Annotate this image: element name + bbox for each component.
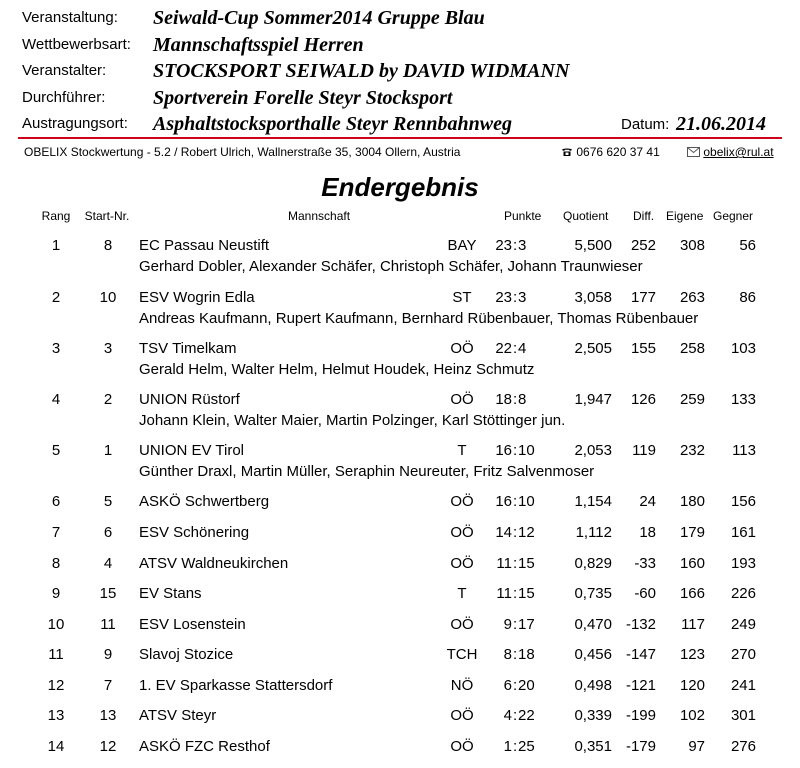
punkte-minus: 10	[518, 442, 535, 459]
quotient-cell: 1,947	[574, 391, 612, 408]
punkte-minus: 20	[518, 677, 535, 694]
punkte-plus: 22	[495, 340, 512, 357]
start-nr-cell: 10	[99, 289, 117, 306]
punkte-separator: :	[513, 340, 518, 357]
gegner-cell: 270	[730, 646, 756, 663]
gegner-cell: 56	[739, 237, 756, 254]
email-info	[687, 143, 774, 161]
punkte-plus: 23	[495, 289, 512, 306]
header-label: Veranstaltung:	[22, 9, 118, 26]
punkte-plus: 16	[495, 493, 512, 510]
start-nr-cell: 2	[103, 391, 113, 408]
diff-cell: -199	[625, 707, 656, 724]
quotient-cell: 0,351	[574, 738, 612, 755]
gegner-cell: 161	[730, 524, 756, 541]
punkte-minus: 25	[518, 738, 535, 755]
country-code: BAY	[447, 237, 477, 254]
rang-cell: 7	[51, 524, 61, 541]
page-title: Endergebnis	[321, 172, 479, 202]
col-rang: Rang	[41, 209, 71, 223]
quotient-cell: 5,500	[574, 237, 612, 254]
team-name: ASKÖ Schwertberg	[139, 493, 270, 510]
punkte-minus: 12	[518, 524, 535, 541]
col-mannschaft: Mannschaft	[288, 209, 351, 223]
punkte-separator: :	[513, 707, 518, 724]
start-nr-cell: 15	[99, 585, 117, 602]
punkte-separator: :	[513, 646, 518, 663]
punkte-plus: 11	[496, 585, 512, 602]
eigene-cell: 263	[679, 289, 705, 306]
punkte-plus: 11	[496, 555, 512, 572]
team-name: 1. EV Sparkasse Stattersdorf	[139, 677, 333, 694]
punkte-separator: :	[513, 493, 518, 510]
team-name: UNION Rüstorf	[139, 391, 240, 408]
rang-cell: 2	[51, 289, 61, 306]
rang-cell: 14	[47, 738, 65, 755]
header-divider	[18, 137, 782, 139]
punkte-separator: :	[513, 616, 518, 633]
punkte-minus: 15	[518, 585, 535, 602]
team-members: Günther Draxl, Martin Müller, Seraphin Neureuter, Fritz Salvenmoser	[139, 463, 595, 480]
country-code: OÖ	[450, 555, 474, 572]
country-code: OÖ	[450, 738, 474, 755]
rang-cell: 10	[47, 616, 65, 633]
punkte-minus: 10	[518, 493, 535, 510]
start-nr-cell: 6	[103, 524, 113, 541]
team-name: ATSV Waldneukirchen	[139, 555, 289, 572]
team-name: ATSV Steyr	[139, 707, 217, 724]
team-name: ESV Schönering	[139, 524, 250, 541]
header-row-veranstaltung	[0, 5, 800, 31]
quotient-cell: 0,498	[574, 677, 612, 694]
punkte-plus: 4	[503, 707, 512, 724]
software-credit: OBELIX Stockwertung - 5.2 / Robert Ulrich, Wallnerstraße 35, 3004 Ollern, Austria	[24, 145, 461, 159]
team-members: Johann Klein, Walter Maier, Martin Polzinger, Karl Stöttinger jun.	[139, 412, 566, 429]
punkte-minus: 15	[518, 555, 535, 572]
punkte-minus: 17	[518, 616, 535, 633]
header-value: Seiwald-Cup Sommer2014 Gruppe Blau	[153, 7, 485, 29]
start-nr-cell: 5	[103, 493, 113, 510]
diff-cell: 18	[639, 524, 656, 541]
diff-cell: 155	[630, 340, 656, 357]
country-code: OÖ	[450, 340, 474, 357]
eigene-cell: 97	[688, 738, 705, 755]
eigene-cell: 179	[679, 524, 705, 541]
header-row-durchfuehrer	[0, 85, 800, 111]
header-value: Mannschaftsspiel Herren	[153, 34, 364, 56]
eigene-cell: 166	[679, 585, 705, 602]
gegner-cell: 301	[730, 707, 756, 724]
header-value: Sportverein Forelle Steyr Stocksport	[153, 87, 453, 109]
punkte-separator: :	[513, 289, 518, 306]
team-members: Andreas Kaufmann, Rupert Kaufmann, Bernhard Rübenbauer, Thomas Rübenbauer	[139, 310, 699, 327]
punkte-plus: 14	[495, 524, 512, 541]
team-name: UNION EV Tirol	[139, 442, 245, 459]
quotient-cell: 2,505	[574, 340, 612, 357]
punkte-plus: 9	[503, 616, 512, 633]
rang-cell: 1	[51, 237, 61, 254]
gegner-cell: 103	[730, 340, 756, 357]
header-label: Veranstalter:	[22, 62, 107, 79]
phone-info	[561, 143, 660, 161]
eigene-cell: 232	[679, 442, 705, 459]
gegner-cell: 241	[730, 677, 756, 694]
punkte-plus: 18	[495, 391, 512, 408]
start-nr-cell: 11	[100, 616, 116, 633]
country-code: T	[457, 442, 467, 459]
gegner-cell: 193	[730, 555, 756, 572]
quotient-cell: 1,112	[575, 524, 612, 541]
punkte-plus: 6	[503, 677, 512, 694]
team-members: Gerhard Dobler, Alexander Schäfer, Christoph Schäfer, Johann Traunwieser	[139, 258, 643, 275]
punkte-minus: 22	[518, 707, 535, 724]
country-code: OÖ	[450, 493, 474, 510]
rang-cell: 13	[47, 707, 65, 724]
diff-cell: -33	[634, 555, 656, 572]
eigene-cell: 258	[679, 340, 705, 357]
punkte-separator: :	[513, 555, 518, 572]
diff-cell: -60	[634, 585, 656, 602]
punkte-minus: 18	[518, 646, 535, 663]
punkte-separator: :	[513, 738, 518, 755]
start-nr-cell: 3	[103, 340, 113, 357]
punkte-separator: :	[513, 585, 518, 602]
diff-cell: 126	[630, 391, 656, 408]
col-eigene: Eigene	[666, 209, 704, 223]
diff-cell: 177	[630, 289, 656, 306]
team-name: ESV Wogrin Edla	[139, 289, 255, 306]
rang-cell: 8	[51, 555, 61, 572]
quotient-cell: 3,058	[574, 289, 612, 306]
rang-cell: 4	[51, 391, 61, 408]
punkte-separator: :	[513, 442, 518, 459]
quotient-cell: 0,470	[574, 616, 612, 633]
diff-cell: -121	[625, 677, 656, 694]
punkte-minus: 8	[518, 391, 527, 408]
quotient-cell: 0,339	[574, 707, 612, 724]
punkte-separator: :	[513, 237, 518, 254]
rang-cell: 5	[51, 442, 61, 459]
eigene-cell: 180	[679, 493, 705, 510]
team-name: TSV Timelkam	[139, 340, 237, 357]
quotient-cell: 0,456	[574, 646, 612, 663]
team-name: Slavoj Stozice	[139, 646, 234, 663]
start-nr-cell: 8	[103, 237, 113, 254]
diff-cell: 252	[630, 237, 656, 254]
gegner-cell: 156	[730, 493, 756, 510]
col-quotient: Quotient	[563, 209, 609, 223]
datum-label: Datum:	[621, 116, 670, 133]
col-punkte: Punkte	[504, 209, 542, 223]
eigene-cell: 160	[679, 555, 705, 572]
start-nr-cell: 13	[99, 707, 117, 724]
punkte-plus: 8	[503, 646, 512, 663]
punkte-minus: 4	[518, 340, 527, 357]
rang-cell: 9	[51, 585, 61, 602]
rang-cell: 11	[48, 646, 64, 663]
header-row-veranstalter	[0, 58, 800, 84]
country-code: T	[457, 585, 467, 602]
start-nr-cell: 7	[103, 677, 113, 694]
start-nr-cell: 4	[103, 555, 113, 572]
datum-value: 21.06.2014	[676, 113, 766, 135]
diff-cell: -147	[625, 646, 656, 663]
diff-cell: -179	[625, 738, 656, 755]
country-code: NÖ	[450, 677, 474, 694]
country-code: OÖ	[450, 616, 474, 633]
header-label: Durchführer:	[22, 89, 106, 106]
team-name: ASKÖ FZC Resthof	[139, 738, 270, 755]
eigene-cell: 117	[681, 616, 705, 633]
eigene-cell: 120	[679, 677, 705, 694]
quotient-cell: 0,735	[574, 585, 612, 602]
team-name: ESV Losenstein	[139, 616, 246, 633]
eigene-cell: 259	[679, 391, 705, 408]
col-gegner: Gegner	[713, 209, 754, 223]
punkte-plus: 16	[495, 442, 512, 459]
quotient-cell: 2,053	[574, 442, 612, 459]
envelope-icon	[687, 144, 700, 162]
punkte-separator: :	[513, 391, 518, 408]
quotient-cell: 0,829	[574, 555, 612, 572]
header-value: Asphaltstocksporthalle Steyr Rennbahnweg	[153, 113, 512, 135]
country-code: OÖ	[450, 707, 474, 724]
gegner-cell: 86	[739, 289, 756, 306]
col-start-nr: Start-Nr.	[84, 209, 130, 223]
punkte-separator: :	[513, 524, 518, 541]
eigene-cell: 102	[679, 707, 705, 724]
header-label: Austragungsort:	[22, 115, 128, 132]
punkte-plus: 23	[495, 237, 512, 254]
rang-cell: 3	[51, 340, 61, 357]
gegner-cell: 226	[730, 585, 756, 602]
punkte-separator: :	[513, 677, 518, 694]
punkte-minus: 3	[518, 237, 527, 254]
gegner-cell: 113	[732, 442, 756, 459]
punkte-minus: 3	[518, 289, 527, 306]
team-name: EV Stans	[139, 585, 202, 602]
rang-cell: 6	[51, 493, 61, 510]
country-code: TCH	[446, 646, 478, 663]
gegner-cell: 276	[730, 738, 756, 755]
start-nr-cell: 1	[103, 442, 113, 459]
country-code: OÖ	[450, 524, 474, 541]
start-nr-cell: 12	[99, 738, 117, 755]
header-label: Wettbewerbsart:	[22, 36, 131, 53]
eigene-cell: 308	[679, 237, 705, 254]
country-code: OÖ	[450, 391, 474, 408]
phone-icon	[561, 144, 573, 162]
col-diff: Diff.	[633, 209, 655, 223]
email-link[interactable]: obelix@rul.at	[703, 145, 774, 159]
rang-cell: 12	[47, 677, 65, 694]
gegner-cell: 133	[730, 391, 756, 408]
header-row-wettbewerbsart	[0, 32, 800, 58]
quotient-cell: 1,154	[574, 493, 612, 510]
diff-cell: 119	[632, 442, 656, 459]
gegner-cell: 249	[730, 616, 756, 633]
phone-number: 0676 620 37 41	[576, 145, 660, 159]
team-name: EC Passau Neustift	[139, 237, 270, 254]
diff-cell: -132	[625, 616, 656, 633]
punkte-plus: 1	[503, 738, 512, 755]
start-nr-cell: 9	[103, 646, 113, 663]
diff-cell: 24	[639, 493, 656, 510]
eigene-cell: 123	[679, 646, 705, 663]
header-value: STOCKSPORT SEIWALD by DAVID WIDMANN	[153, 60, 570, 82]
team-members: Gerald Helm, Walter Helm, Helmut Houdek, Heinz Schmutz	[139, 361, 535, 378]
country-code: ST	[452, 289, 472, 306]
